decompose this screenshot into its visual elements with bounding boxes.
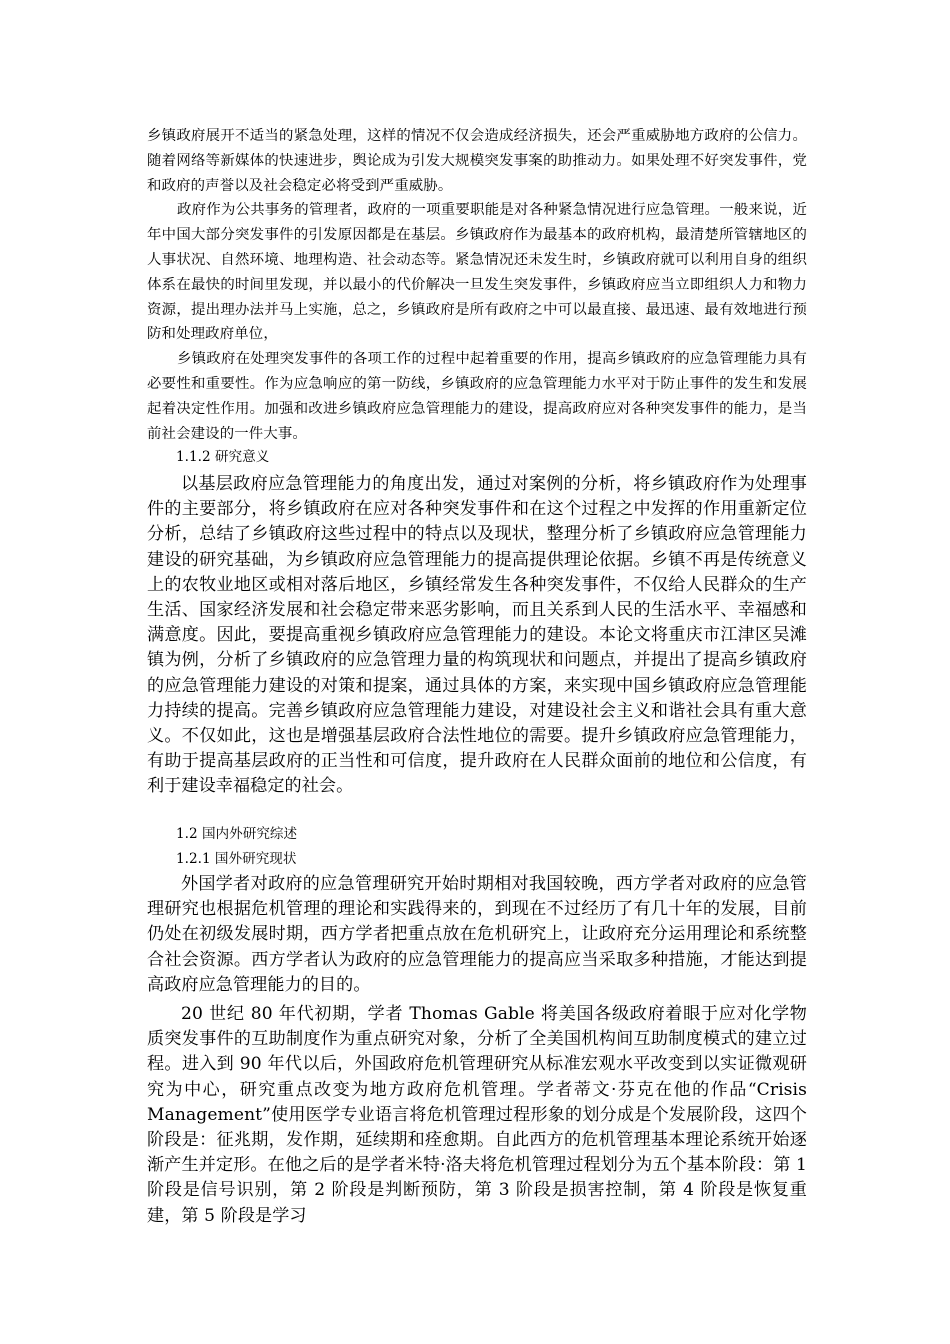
paragraph-research-significance: 以基层政府应急管理能力的角度出发，通过对案例的分析，将乡镇政府作为处理事件的主要部分，将乡镇政府在应对各种突发事件和在这个过程之中发挥的作用重新定位分析，总结了乡镇政府这些过程中的特点以及现状，整理分析了乡镇政府应急管理能力建设的研究基础，为乡镇政府应急管理能力的提高提供理论依据。乡镇不再是传统意义上的农牧业地区或相对落后地区，乡镇经常发生各种突发事件，不仅给人民群众的生产生活、国家经济发展和社会稳定带来恶劣影响，而且关系到人民的生活水平、幸福感和满意度。因此，要提高重视乡镇政府应急管理能力的建设。本论文将重庆市江津区吴滩镇为例，分析了乡镇政府的应急管理力量的构筑现状和问题点，并提出了提高乡镇政府的应急管理能力建设的对策和提案，通过具体的方案，来实现中国乡镇政府应急管理能力持续的提高。完善乡镇政府应急管理能力建设，对建设社会主义和谐社会具有重大意义。不仅如此，这也是增强基层政府合法性地位的需要。提升乡镇政府应急管理能力，有助于提高基层政府的正当性和可信度，提升政府在人民群众面前的地位和公信度，有利于建设幸福稳定的社会。 (147, 474, 807, 797)
heading-1-2-1: 1.2.1 国外研究现状 (176, 851, 297, 867)
heading-1-1-2: 1.1.2 研究意义 (176, 449, 270, 465)
paragraph-government-role: 政府作为公共事务的管理者，政府的一项重要职能是对各种紧急情况进行应急管理。一般来说，近年中国大部分突发事件的引发原因都是在基层。乡镇政府作为最基本的政府机构，最清楚所管辖地区的人事状况、自然环境、地理构造、社会动态等。紧急情况还未发生时，乡镇政府就可以利用自身的组织体系在最快的时间里发现，并以最小的代价解决一旦发生突发事件，乡镇政府应当立即组织人力和物力资源，提出理办法并马上实施，总之，乡镇政府是所有政府之中可以最直接、最迅速、最有效地进行预防和处理政府单位， (147, 202, 807, 343)
research-significance-block (147, 472, 807, 800)
paragraph-foreign-research-history: 20 世纪 80 年代初期，学者 Thomas Gable 将美国各级政府着眼于应对化学物质突发事件的互助制度作为重点研究对象，分析了全美国机构间互助制度模式的建立过程。进入到 90 年代以后，外国政府危机管理研究从标准宏观水平改变到以实证微观研究为中心，研究重点改变为地方政府危机管理。学者蒂文·芬克在他的作品“Crisis Management”使用医学专业语言将危机管理过程形象的划分成是个发展阶段，这四个阶段是：征兆期，发作期，延续期和痊愈期。自此西方的危机管理基本理论系统开始逐渐产生并定形。在他之后的是学者米特·洛夫将危机管理过程划分为五个基本阶段：第 1 阶段是信号识别，第 2 阶段是判断预防，第 3 阶段是损害控制，第 4 阶段是恢复重建，第 5 阶段是学习 (147, 1004, 807, 1226)
paragraph-township-importance: 乡镇政府在处理突发事件的各项工作的过程中起着重要的作用，提高乡镇政府的应急管理能力具有必要性和重要性。作为应急响应的第一防线，乡镇政府的应急管理能力水平对于防止事件的发生和发展起着决定性作用。加强和改进乡镇政府应急管理能力的建设，提高政府应对各种突发事件的能力，是当前社会建设的一件大事。 (147, 351, 807, 442)
foreign-research-block (147, 872, 807, 1229)
paragraph-foreign-research-overview: 外国学者对政府的应急管理研究开始时期相对我国较晚，西方学者对政府的应急管理研究也根据危机管理的理论和实践得来的，到现在不过经历了有几十年的发展，目前仍处在初级发展时期，西方学者把重点放在危机研究上，让政府充分运用理论和系统整合社会资源。西方学者认为政府的应急管理能力的提高应当采取多种措施，才能达到提高政府应急管理能力的目的。 (147, 874, 807, 995)
paragraph-threat-to-credibility: 乡镇政府展开不适当的紧急处理，这样的情况不仅会造成经济损失，还会严重威胁地方政府的公信力。随着网络等新媒体的快速进步，舆论成为引发大规模突发事案的助推动力。如果处理不好突发事件，党和政府的声誉以及社会稳定必将受到严重威胁。 (147, 128, 807, 194)
intro-text-block (147, 124, 807, 446)
heading-1-2: 1.2 国内外研究综述 (176, 826, 298, 842)
